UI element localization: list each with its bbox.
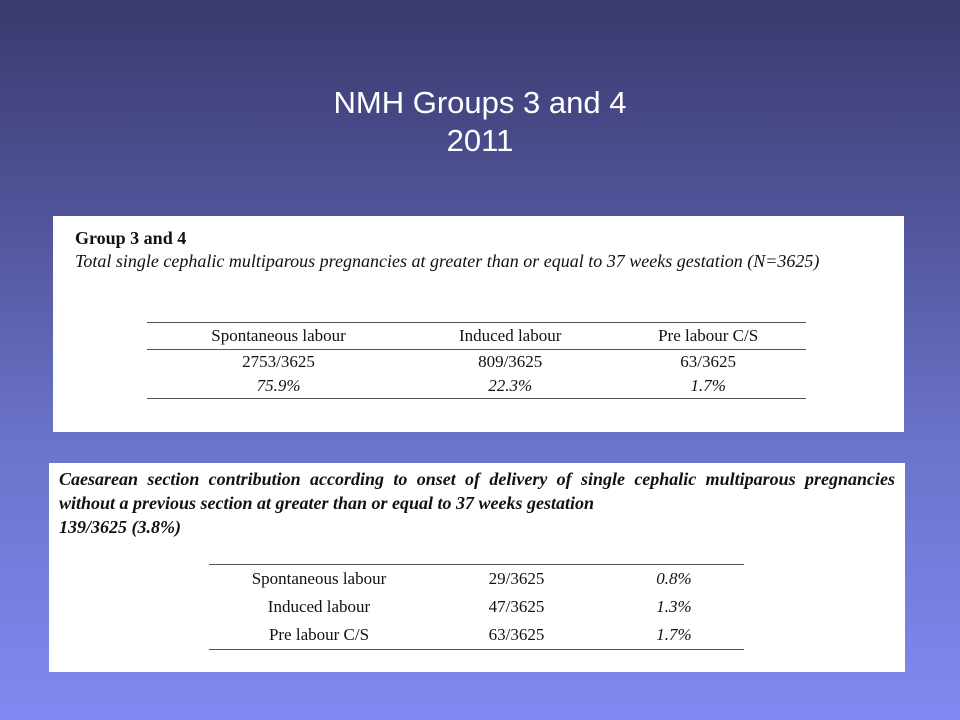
description-main: Caesarean section contribution according to onset of delivery of single cephalic multiparous pregnancies without a previous section at greater than or equal to 37 weeks gestation bbox=[59, 469, 895, 513]
slide-title bbox=[0, 84, 960, 160]
caesarean-contribution-panel bbox=[49, 463, 905, 672]
header-pre-labour-cs: Pre labour C/S bbox=[610, 323, 806, 350]
row-count: 29/3625 bbox=[488, 569, 545, 588]
count-pre-labour-cs: 63/3625 bbox=[680, 352, 737, 371]
header-spontaneous: Spontaneous labour bbox=[147, 323, 410, 350]
table-row bbox=[209, 593, 744, 621]
panel-description: Total single cephalic multiparous pregnancies at greater than or equal to 37 weeks gestation (N=3625) bbox=[75, 251, 820, 271]
header-induced: Induced labour bbox=[410, 323, 610, 350]
panel-heading: Group 3 and 4 bbox=[75, 228, 187, 248]
table-row-percents bbox=[147, 374, 806, 399]
description-total: 139/3625 (3.8%) bbox=[59, 517, 181, 537]
slide-title-line-1: NMH Groups 3 and 4 bbox=[333, 85, 627, 120]
count-spontaneous: 2753/3625 bbox=[242, 352, 315, 371]
table-row bbox=[209, 621, 744, 650]
panel-description bbox=[59, 467, 895, 539]
row-percent: 1.7% bbox=[656, 625, 692, 644]
onset-table bbox=[147, 322, 806, 399]
contribution-table bbox=[209, 564, 744, 650]
row-count: 63/3625 bbox=[488, 625, 545, 644]
percent-spontaneous: 75.9% bbox=[256, 376, 301, 395]
row-label: Pre labour C/S bbox=[268, 625, 370, 644]
table-header-row bbox=[147, 323, 806, 350]
count-induced: 809/3625 bbox=[478, 352, 543, 371]
table-row bbox=[209, 565, 744, 594]
group-3-4-panel bbox=[53, 216, 904, 432]
slide-title-line-2: 2011 bbox=[446, 123, 514, 158]
row-label: Induced labour bbox=[267, 597, 371, 616]
percent-induced: 22.3% bbox=[488, 376, 533, 395]
row-label: Spontaneous labour bbox=[251, 569, 387, 588]
row-percent: 0.8% bbox=[656, 569, 692, 588]
percent-pre-labour-cs: 1.7% bbox=[690, 376, 726, 395]
row-percent: 1.3% bbox=[656, 597, 692, 616]
row-count: 47/3625 bbox=[488, 597, 545, 616]
table-row-counts bbox=[147, 350, 806, 375]
